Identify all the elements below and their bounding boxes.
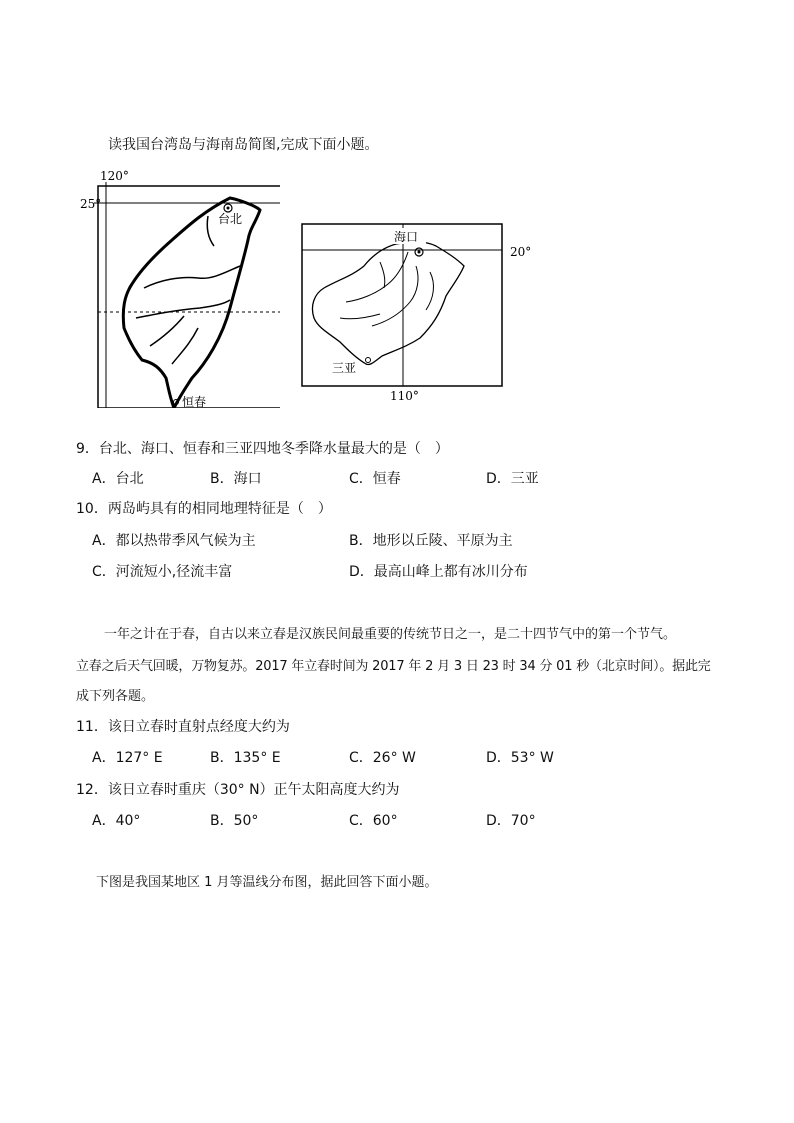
- taiwan-island-outline: [123, 198, 260, 408]
- section2-paragraph-line2: 立春之后天气回暖，万物复苏。2017 年立春时间为 2017 年 2 月 3 日 23 时 34 分 01 秒（北京时间）。据此完: [76, 659, 711, 674]
- hainan-lon-label: 110°: [390, 389, 419, 402]
- taiwan-city-hengchun: 恒春: [182, 395, 207, 408]
- hainan-city-haikou: 海口: [394, 230, 419, 244]
- q10-option-b[interactable]: B．地形以丘陵、平原为主: [349, 533, 513, 549]
- q11-option-a[interactable]: A．127° E: [92, 750, 163, 766]
- q10-option-c[interactable]: C．河流短小,径流丰富: [92, 564, 233, 580]
- q12-option-d[interactable]: D．70°: [486, 813, 536, 829]
- q9-option-b[interactable]: B．海口: [210, 471, 262, 487]
- taiwan-map: [80, 168, 280, 408]
- section3-intro: 下图是我国某地区 1 月等温线分布图，据此回答下面小题。: [96, 875, 438, 890]
- hainan-lat-label: 20°: [510, 245, 532, 259]
- hainan-city-sanya: 三亚: [332, 361, 357, 375]
- q10-option-a[interactable]: A．都以热带季风气候为主: [92, 533, 256, 549]
- hainan-map: [300, 222, 540, 402]
- q11-stem: 11．该日立春时直射点经度大约为: [76, 719, 290, 735]
- q12-option-c[interactable]: C．60°: [349, 813, 398, 829]
- q9-option-a[interactable]: A．台北: [92, 471, 144, 487]
- section2-paragraph-line3: 成下列各题。: [76, 689, 155, 704]
- section2-paragraph-line1: 一年之计在于春，自古以来立春是汉族民间最重要的传统节日之一，是二十四节气中的第一个节气。: [104, 627, 677, 642]
- q11-option-c[interactable]: C．26° W: [349, 750, 416, 766]
- taiwan-lat-label: 25°: [80, 197, 102, 211]
- q9-option-d[interactable]: D．三亚: [486, 471, 539, 487]
- q9-option-c[interactable]: C．恒春: [349, 471, 401, 487]
- q11-option-b[interactable]: B．135° E: [210, 750, 281, 766]
- q10-option-d[interactable]: D．最高山峰上都有冰川分布: [349, 564, 528, 580]
- q12-option-a[interactable]: A．40°: [92, 813, 141, 829]
- section1-intro: 读我国台湾岛与海南岛简图,完成下面小题。: [108, 137, 379, 153]
- taiwan-city-taipei: 台北: [218, 212, 243, 226]
- q11-option-d[interactable]: D．53° W: [486, 750, 554, 766]
- q9-stem: 9．台北、海口、恒春和三亚四地冬季降水量最大的是（ ）: [76, 441, 449, 457]
- q10-stem: 10．两岛屿具有的相同地理特征是（ ）: [76, 501, 332, 517]
- hainan-island-outline: [312, 242, 464, 365]
- q12-stem: 12．该日立春时重庆（30° N）正午太阳高度大约为: [76, 782, 400, 798]
- taiwan-lon-label: 120°: [100, 169, 129, 183]
- q12-option-b[interactable]: B．50°: [210, 813, 259, 829]
